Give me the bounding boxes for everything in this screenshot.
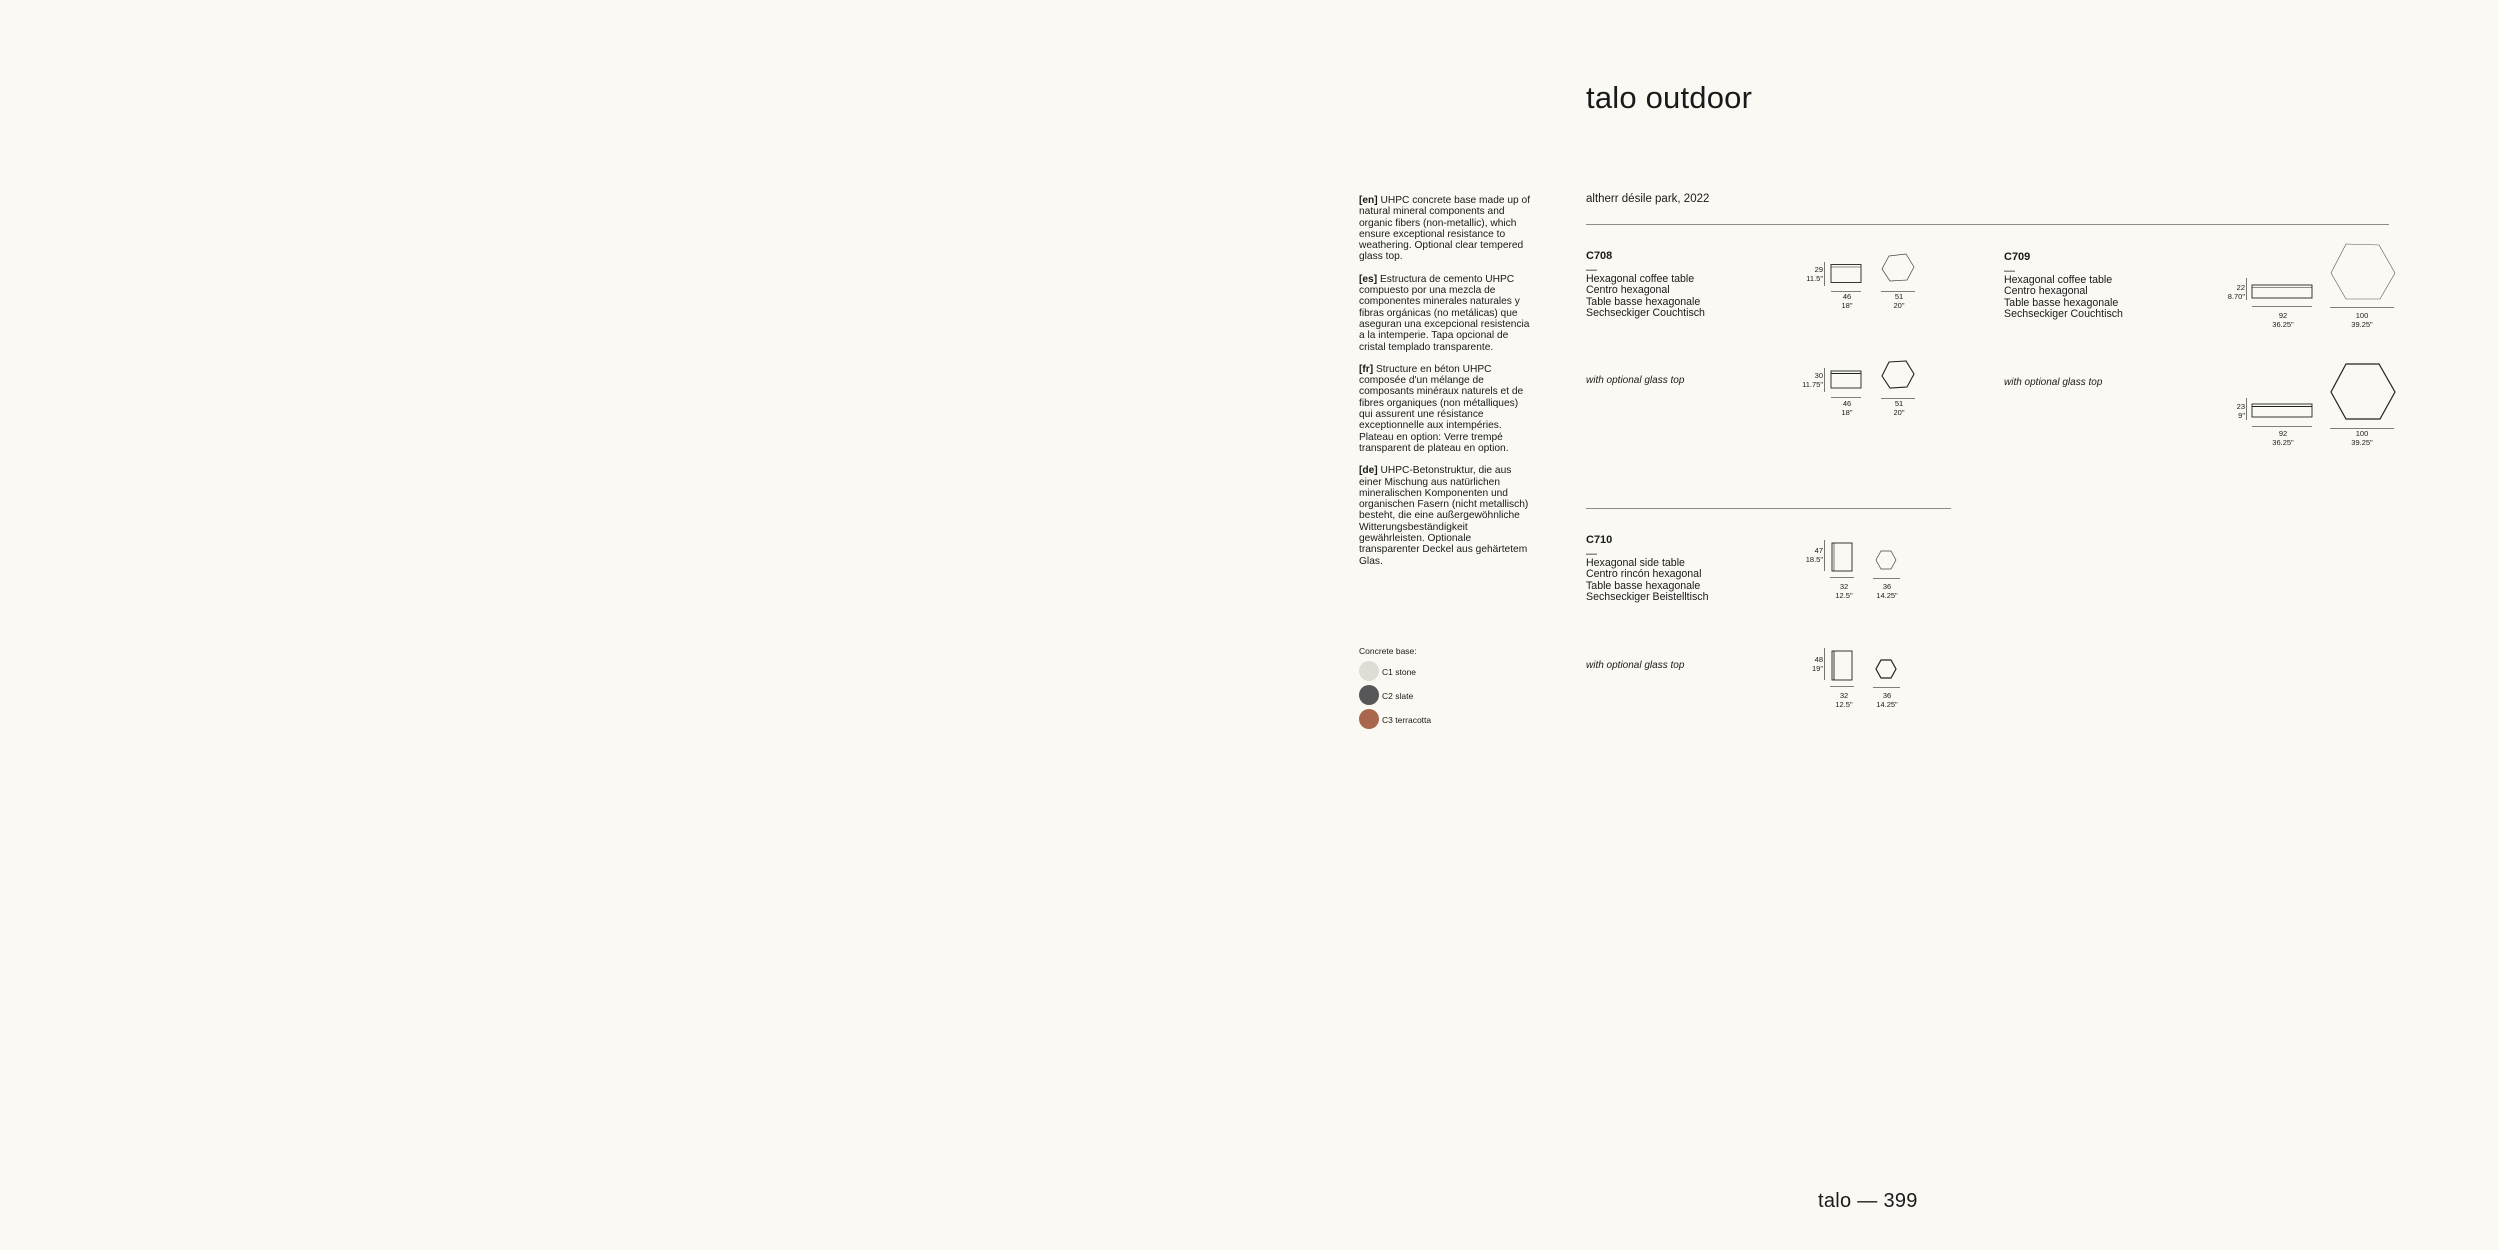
width-dimension: 32 12.5" [1835,691,1853,709]
optional-glass-label: with optional glass top [1586,660,1685,671]
width-dimension: 32 12.5" [1835,582,1853,600]
section-divider [1586,508,1951,509]
code-dash: — [1586,548,1597,560]
width-dimension: 46 18" [1841,399,1853,417]
hexagon-top-view [1880,253,1916,297]
side-view-drawing [1824,540,1858,580]
side-view-drawing [2246,398,2316,430]
side-view-drawing [1824,648,1858,688]
depth-dimension: 36 14.25" [1876,691,1898,709]
depth-dimension: 100 39.25" [2351,429,2373,447]
swatch-c2-slate [1359,685,1379,705]
swatch-label: C3 terracotta [1382,715,1432,725]
swatch-label: C1 stone [1382,667,1417,677]
swatch-c1-stone [1359,661,1379,681]
product-code: C710 [1586,534,1613,546]
swatch-label: C2 slate [1382,691,1414,701]
height-dimension: 23 9" [2236,402,2245,420]
swatch-c3-terracotta [1359,709,1379,729]
product-names: Hexagonal coffee table Centro hexagonal Table basse hexagonale Sechseckiger Couchtisch [2004,274,2123,321]
hexagon-top-view [1872,659,1902,689]
product-names: Hexagonal side table Centro rincón hexagonal Table basse hexagonale Sechseckiger Beistelltisch [1586,557,1709,604]
description-es: [es] Estructura de cemento UHPC compuesto por una mezcla de componentes minerales naturales y fibras orgánicas (no metálicas) que aseguran una excepcional resistencia a la intemperie. Tapa opcional de cristal templado transparente. [1359,273,1530,353]
designer-year: altherr désile park, 2022 [1586,193,1710,205]
height-dimension: 30 11.75" [1802,371,1823,389]
width-dimension: 46 18" [1841,292,1853,310]
product-code: C708 [1586,250,1613,262]
hexagon-top-view [2328,242,2396,312]
hexagon-top-view [1872,550,1902,580]
header-divider [1586,224,2389,225]
side-view-drawing [2246,278,2316,310]
product-names: Hexagonal coffee table Centro hexagonal Table basse hexagonale Sechseckiger Couchtisch [1586,273,1705,320]
description-en: [en] UHPC concrete base made up of natural mineral components and organic fibers (non-metallic), which ensure exceptional resistance to weathering. Optional clear tempered glass top. [1359,195,1531,263]
code-dash: — [2004,265,2015,277]
hexagon-top-view [1880,360,1916,404]
side-view-drawing [1824,368,1864,402]
page-footer: talo — 399 [1818,1190,1918,1212]
side-view-drawing [1824,262,1864,296]
height-dimension: 22 8.70" [2227,283,2245,301]
width-dimension: 92 36.25" [2272,429,2294,447]
depth-dimension: 100 39.25" [2351,311,2373,329]
code-dash: — [1586,264,1597,276]
width-dimension: 92 36.25" [2272,311,2294,329]
hexagon-top-view [2328,361,2396,433]
depth-dimension: 36 14.25" [1876,582,1898,600]
height-dimension: 47 18.5" [1805,546,1823,564]
optional-glass-label: with optional glass top [1586,375,1685,386]
finishes-title: Concrete base: [1359,646,1417,656]
product-description [1359,195,1534,578]
height-dimension: 48 19" [1811,655,1823,673]
height-dimension: 29 11.5" [1806,265,1823,283]
depth-dimension: 51 20" [1893,292,1905,310]
page-title: talo outdoor [1586,80,1753,115]
optional-glass-label: with optional glass top [2004,377,2103,388]
depth-dimension: 51 20" [1893,399,1905,417]
description-fr: [fr] Structure en béton UHPC composée d'un mélange de composants minéraux naturels et de fibres organiques (non métalliques) qui assurent une résistance exceptionnelle aux intempéries. Plateau en option: Verre trempé transparent de plateau en option. [1359,363,1524,454]
product-code: C709 [2004,251,2031,263]
description-de: [de] UHPC-Betonstruktur, die aus einer Mischung aus natürlichen mineralischen Komponenten und organischen Fasern (nicht metallisch) besteht, die eine außergewöhnliche Witterungsbeständigkeit gewährleisten. Optionale transparenter Deckel aus gehärtetem Glas. [1359,465,1529,567]
